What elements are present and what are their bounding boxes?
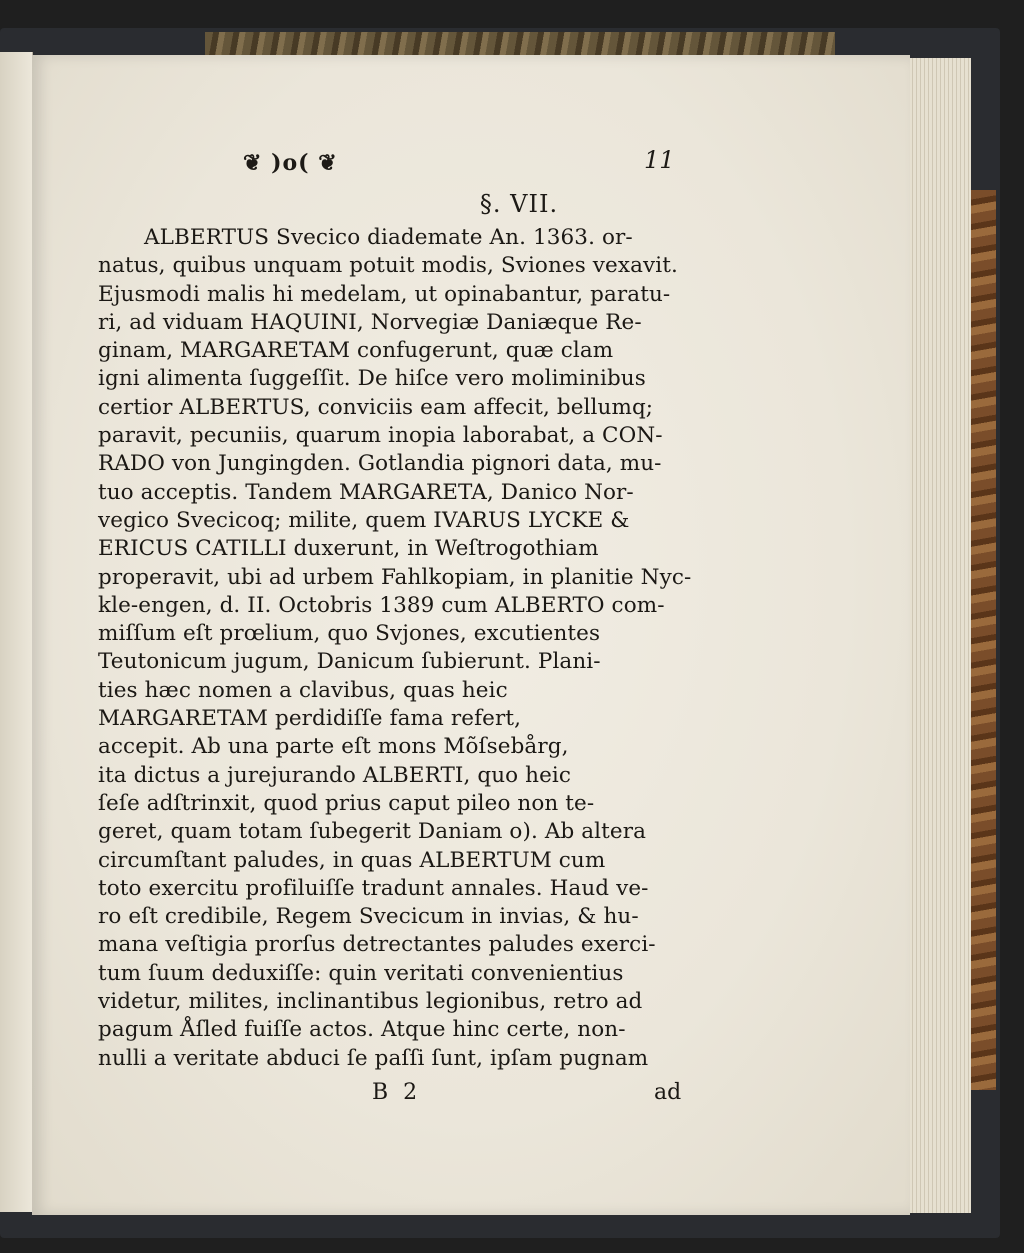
- text-line: mana veſtigia prorſus detrectantes paludes exerci-: [98, 932, 656, 958]
- signature-mark: B 2: [372, 1080, 422, 1105]
- facing-page-edge: [0, 52, 33, 1212]
- text-line: ri, ad viduam HAQUINI, Norvegiæ Daniæque Re-: [98, 309, 642, 335]
- text-line: kle-engen, d. II. Octobris 1389 cum ALBERTO com-: [98, 592, 665, 618]
- text-line: MARGARETAM perdidiſſe fama refert,: [98, 706, 522, 732]
- text-line: videtur, milites, inclinantibus legionibus, retro ad: [98, 989, 643, 1015]
- section-heading: [0, 190, 1024, 218]
- text-line: tum ſuum deduxiſſe: quin veritati convenientius: [98, 960, 624, 986]
- text-line: natus, quibus unquam potuit modis, Sviones vexavit.: [98, 253, 678, 279]
- text-line: certior ALBERTUS, conviciis eam affecit, bellumq;: [98, 394, 654, 420]
- page-number: 11: [644, 146, 675, 174]
- header-ornament: ❦ )o( ❦: [243, 150, 338, 176]
- text-line: properavit, ubi ad urbem Fahlkopiam, in planitie Nyc-: [98, 564, 692, 590]
- text-line: ro eſt credibile, Regem Svecicum in invias, & hu-: [98, 904, 639, 930]
- section-title: §. VII.: [479, 190, 559, 218]
- catchword: ad: [654, 1080, 682, 1105]
- text-line: ties hæc nomen a clavibus, quas heic: [98, 677, 508, 703]
- text-line: ginam, MARGARETAM confugerunt, quæ clam: [98, 338, 614, 364]
- text-line: RADO von Jungingden. Gotlandia pignori data, mu-: [98, 451, 662, 477]
- text-line: paravit, pecuniis, quarum inopia laborabat, a CON-: [98, 423, 663, 449]
- text-line: accepit. Ab una parte eſt mons Mõſsebårg,: [98, 734, 569, 760]
- text-line: miſſum eſt prœlium, quo Svjones, excutientes: [98, 621, 601, 647]
- text-line: ſeſe adſtrinxit, quod prius caput pileo non te-: [98, 790, 595, 816]
- text-line: ERICUS CATILLI duxerunt, in Weſtrogothiam: [98, 536, 599, 562]
- marbled-board-right: [968, 190, 996, 1090]
- text-line: ALBERTUS Svecico diademate An. 1363. or-: [144, 225, 633, 250]
- page-edges: [905, 58, 971, 1213]
- text-line: circumſtant paludes, in quas ALBERTUM cum: [98, 847, 606, 873]
- text-line: geret, quam totam ſubegerit Daniam o). Ab altera: [98, 819, 647, 845]
- text-line: tuo acceptis. Tandem MARGARETA, Danico Nor-: [98, 479, 634, 505]
- text-line: nulli a veritate abduci ſe paſſi ſunt, ipſam pugnam: [98, 1045, 649, 1071]
- text-line: toto exercitu profiluiſſe tradunt annales. Haud ve-: [98, 875, 649, 901]
- text-line: Teutonicum jugum, Danicum ſubierunt. Plani-: [98, 649, 601, 675]
- text-line: igni alimenta ſuggeſſit. De hiſce vero moliminibus: [98, 366, 646, 392]
- body-text: [98, 224, 692, 1073]
- text-line: pagum Åſled fuiſſe actos. Atque hinc certe, non-: [98, 1017, 626, 1043]
- text-line: ita dictus a jurejurando ALBERTI, quo heic: [98, 762, 572, 788]
- text-line: vegico Svecicoq; milite, quem IVARUS LYCKE &: [98, 507, 630, 533]
- text-line: Ejusmodi malis hi medelam, ut opinabantur, paratu-: [98, 281, 671, 307]
